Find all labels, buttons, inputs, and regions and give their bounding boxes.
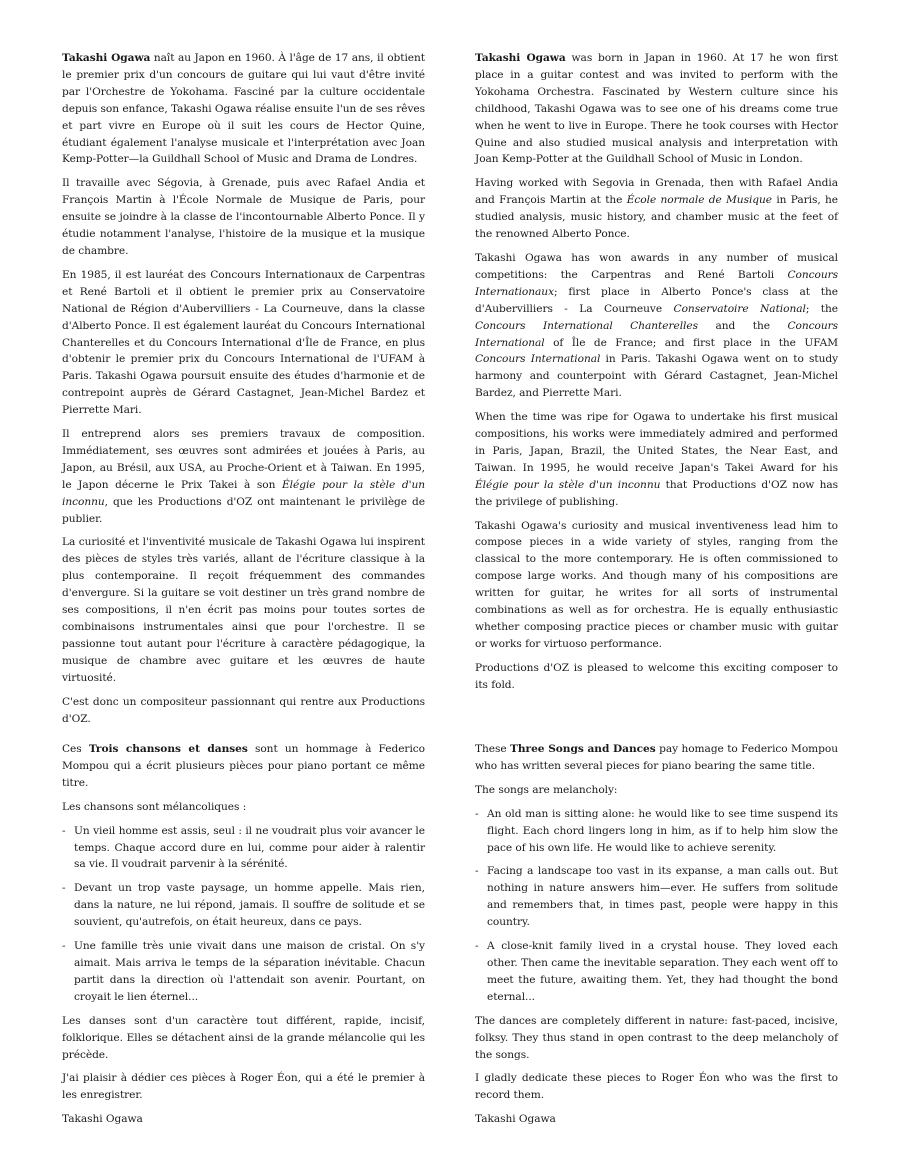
french-program-notes: [62, 741, 425, 1135]
competition-name: Concours International: [475, 319, 838, 349]
competition-name: Concours International: [475, 353, 601, 366]
bio-paragraph: Takashi Ogawa was born in Japan in 1960. At 17 he won first place in a guitar contest and was invited to perform with the Yokohama Orchestra. Fascinated by Western culture since his childhood, Takashi Ogawa was to see one of his dreams come true when he went to live in Europe. There he took courses with Hector Quine and also studied musical analysis and interpretation with Joan Kemp-Potter at the Guildhall School of Music in London.: [475, 52, 838, 166]
notes-intro: These Three Songs and Dances pay homage to Federico Mompou who has written several pieces for piano bearing the same title.: [475, 743, 838, 772]
competition-name: Concours Internationaux: [475, 268, 838, 298]
signature: Takashi Ogawa: [475, 1113, 556, 1126]
dances-paragraph: The dances are completely different in nature: fast-paced, incisive, folksy. They thus stand in open contrast to the deep melancholy of the songs.: [475, 1014, 838, 1061]
english-biography: [475, 50, 838, 701]
list-item: - Un vieil homme est assis, seul : il ne voudrait plus voir avancer le temps. Chaque accord dure en lui, comme pour aider à ralentir sa vie. Il voudrait parvenir à la sérénité.: [62, 823, 425, 874]
bio-paragraph: La curiosité et l'inventivité musicale de Takashi Ogawa lui inspirent des pièces de styles très variés, allant de l'écriture classique à la plus contemporaine. Il reçoit fréquemment des commandes d'envergure. Si la guitare se voit destiner un très grand nombre de ses compositions, il n'en écrit pas moins pour toutes sortes de combinaisons instrumentales ainsi que pour l'orchestre. Il se passionne tout autant pour l'écriture à caractère pédagogique, la musique de chambre avec guitare et les œuvres de haute virtuosité.: [62, 536, 425, 684]
songs-list: [62, 823, 425, 1006]
signature: Takashi Ogawa: [62, 1113, 143, 1126]
bio-paragraph: C'est donc un compositeur passionnant qui rentre aux Productions d'OZ.: [62, 695, 425, 725]
bio-paragraph: Il entreprend alors ses premiers travaux de composition. Immédiatement, ses œuvres sont admirées et jouées à Paris, au Japon, au Brésil, aux USA, au Proche-Orient et à Taiwan. En 1995, le Japon décerne le Prix Takei à son Élégie pour la stèle d'un inconnu, que les Productions d'OZ ont maintenant le privilège de publier.: [62, 428, 425, 525]
piece-title: Three Songs and Dances: [510, 743, 656, 755]
dances-paragraph: Les danses sont d'un caractère tout différent, rapide, incisif, folklorique. Elles se détachent ainsi de la grande mélancolie qui les précède.: [62, 1014, 425, 1061]
competition-name: Concours International Chanterelles: [475, 319, 698, 332]
english-program-notes: [475, 741, 838, 1135]
dedication-paragraph: I gladly dedicate these pieces to Roger Éon who was the first to record them.: [475, 1072, 838, 1102]
work-title: Élégie pour la stèle d'un inconnu: [475, 478, 661, 491]
songs-list: [475, 806, 838, 1006]
school-name: École normale de Musique: [626, 194, 773, 207]
bio-paragraph: Having worked with Segovia in Grenada, then with Rafael Andia and François Martin at the École normale de Musique in Paris, he studied analysis, music history, and chamber music at the feet of the renowned Alberto Ponce.: [475, 177, 839, 241]
list-item: - A close-knit family lived in a crystal house. They loved each other. Then came the inevitable separation. They each went off to meet the future, awaiting them. Yet, they had thought the bond eternal...: [475, 938, 838, 1006]
songs-label: The songs are melancholy:: [475, 783, 618, 796]
bio-paragraph: En 1985, il est lauréat des Concours Internationaux de Carpentras et René Bartoli et il obtient le premier prix au Conservatoire National de Région d'Aubervilliers - La Courneuve, dans la classe d'Alberto Ponce. Il est également lauréat du Concours International Chanterelles et du Concours International d'Île de France, en plus d'obtenir le premier prix du Concours International de l'UFAM à Paris. Takashi Ogawa poursuit ensuite des études d'harmonie et de contrepoint auprès de Gérard Castagnet, Jean-Michel Bardez et Pierrette Mari.: [62, 268, 425, 417]
notes-intro: Ces Trois chansons et danses sont un hommage à Federico Mompou qui a écrit plusieurs pièces pour piano portant ce même titre.: [62, 743, 425, 789]
competition-name: Conservatoire National: [673, 302, 806, 315]
work-title: Élégie pour la stèle d'un inconnu: [62, 478, 425, 508]
dedication-paragraph: J'ai plaisir à dédier ces pièces à Roger Éon, qui a été le premier à les enregistrer.: [62, 1072, 425, 1102]
bio-paragraph: When the time was ripe for Ogawa to undertake his first musical compositions, his works were immediately admired and performed in Paris, Japan, Brazil, the United States, the Near East, and Taiwan. In 1995, he would receive Japan's Takei Award for his Élégie pour la stèle d'un inconnu that Productions d'OZ now has the privilege of publishing.: [475, 411, 838, 508]
bio-paragraph: Il travaille avec Ségovia, à Grenade, puis avec Rafael Andia et François Martin à l'École Normale de Musique de Paris, pour ensuite se joindre à la classe de l'incontournable Alberto Ponce. Il y étudie notamment l'analyse, l'histoire de la musique et la musique de chambre.: [62, 177, 425, 257]
songs-label: Les chansons sont mélancoliques :: [62, 800, 247, 813]
composer-name: Takashi Ogawa: [62, 52, 151, 64]
composer-name: Takashi Ogawa: [475, 52, 566, 64]
bio-paragraph: Takashi Ogawa's curiosity and musical inventiveness lead him to compose pieces in a wide variety of styles, ranging from the classical to the more contemporary. He is often commissioned to compose large works. And though many of his compositions are written for guitar, he writes for all sorts of instrumental combinations as well as for orchestra. He is equally enthusiastic whether composing practice pieces or chamber music with guitar or works for virtuoso performance.: [475, 519, 838, 650]
list-item: - Devant un trop vaste paysage, un homme appelle. Mais rien, dans la nature, ne lui répond, jamais. Il souffre de solitude et se souvient, qu'autrefois, on était heureux, dans ce pays.: [62, 880, 425, 931]
list-item: - Une famille très unie vivait dans une maison de cristal. On s'y aimait. Mais arriva le temps de la séparation inévitable. Chacun partit dans la direction où l'attendait son avenir. Pourtant, on croyait le lien éternel...: [62, 938, 425, 1006]
french-biography: [62, 50, 425, 734]
bio-paragraph: Takashi Ogawa naît au Japon en 1960. À l'âge de 17 ans, il obtient le premier prix d'un concours de guitare qui lui vaut d'être invité par l'Orchestre de Yokohama. Fasciné par la culture occidentale depuis son enfance, Takashi Ogawa réalise ensuite l'un de ses rêves et part vivre en Europe où il suit les cours de Hector Quine, étudiant également l'analyse musicale et l'interprétation avec Joan Kemp-Potter—la Guildhall School of Music and Drama de Londres.: [62, 52, 425, 166]
bio-paragraph: Productions d'OZ is pleased to welcome this exciting composer to its fold.: [475, 661, 838, 691]
bio-paragraph: Takashi Ogawa has won awards in any number of musical competitions: the Carpentras and René Bartoli Concours Internationaux; first place in Alberto Ponce's class at the d'Aubervilliers - La Courneuve Conservatoire National; the Concours International Chanterelles and the Concours International of Île de France; and first place in the UFAM Concours International in Paris. Takashi Ogawa went on to study harmony and counterpoint with Gérard Castagnet, Jean-Michel Bardez, and Pierrette Mari.: [475, 251, 839, 400]
piece-title: Trois chansons et danses: [88, 743, 248, 755]
list-item: - An old man is sitting alone: he would like to see time suspend its flight. Each chord lingers long in him, as if to help him slow the pace of his own life. He would like to achieve serenity.: [475, 806, 838, 857]
list-item: - Facing a landscape too vast in its expanse, a man calls out. But nothing in nature answers him—ever. He suffers from solitude and remembers that, in times past, people were happy in this country.: [475, 863, 838, 931]
